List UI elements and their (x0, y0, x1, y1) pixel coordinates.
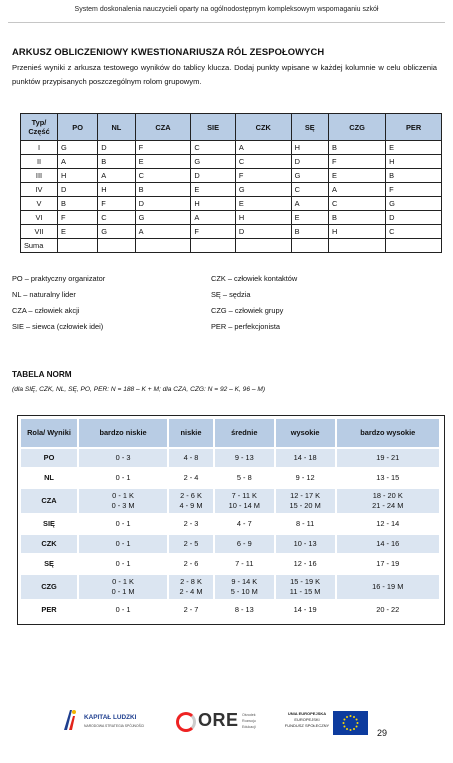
key-cell: E (191, 183, 235, 197)
key-cell: F (386, 183, 442, 197)
key-cell: H (191, 197, 235, 211)
norms-row (20, 468, 440, 488)
norms-cell: 8 - 11 (275, 514, 336, 534)
norms-cell: 16 - 19 M (336, 574, 440, 600)
key-cell: C (191, 141, 235, 155)
norms-row (20, 514, 440, 534)
legend-item: CZK – człowiek kontaktów (211, 274, 298, 283)
key-table-header-row (21, 114, 442, 141)
norms-header-very-high: bardzo wysokie (336, 418, 440, 448)
norms-row (20, 534, 440, 554)
key-cell: E (135, 155, 191, 169)
key-cell: A (98, 169, 135, 183)
key-cell: A (191, 211, 235, 225)
norms-header-high: wysokie (275, 418, 336, 448)
key-sum-cell[interactable] (58, 239, 98, 253)
key-cell: A (235, 141, 291, 155)
key-cell: D (135, 197, 191, 211)
legend-item: NL – naturalny lider (12, 290, 76, 299)
norms-cell: 19 - 21 (336, 448, 440, 468)
key-cell: B (386, 169, 442, 183)
key-sum-cell[interactable] (386, 239, 442, 253)
norms-role-label: PO (20, 448, 78, 468)
norms-cell: 0 - 1 K 0 - 1 M (78, 574, 168, 600)
key-cell: F (191, 225, 235, 239)
norms-cell: 9 - 13 (214, 448, 275, 468)
norms-row (20, 554, 440, 574)
key-sum-cell[interactable] (235, 239, 291, 253)
key-cell: E (291, 211, 328, 225)
key-cell: F (328, 155, 385, 169)
eu-star-icon (350, 729, 352, 731)
key-header-per: PER (386, 114, 442, 141)
eu-logo (283, 711, 373, 739)
key-row-label: III (21, 169, 58, 183)
section-title: ARKUSZ OBLICZENIOWY KWESTIONARIUSZA RÓL ZESPOŁOWYCH (12, 46, 325, 57)
eu-star-icon (353, 716, 355, 718)
key-header-po: PO (58, 114, 98, 141)
key-cell: A (135, 225, 191, 239)
norms-cell: 5 - 8 (214, 468, 275, 488)
norms-row (20, 600, 440, 620)
kapital-ludzki-title: KAPITAŁ LUDZKI (84, 714, 137, 721)
norms-cell: 2 - 8 K 2 - 4 M (168, 574, 214, 600)
key-cell: G (98, 225, 135, 239)
key-cell: D (235, 225, 291, 239)
key-cell: H (98, 183, 135, 197)
norms-cell: 6 - 9 (214, 534, 275, 554)
kapital-ludzki-subtitle: NARODOWA STRATEGIA SPÓJNOŚCI (84, 724, 145, 728)
key-cell: A (58, 155, 98, 169)
key-cell: F (98, 197, 135, 211)
norms-cell: 4 - 7 (214, 514, 275, 534)
key-header-czg: CZG (328, 114, 385, 141)
key-sum-cell[interactable] (98, 239, 135, 253)
eu-star-icon (356, 726, 358, 728)
kapital-ludzki-emblem-icon (62, 708, 78, 732)
kapital-ludzki-logo (62, 708, 162, 736)
norms-row (20, 448, 440, 468)
key-cell: H (291, 141, 328, 155)
norms-cell: 13 - 15 (336, 468, 440, 488)
key-table-row (21, 141, 442, 155)
norms-header-very-low: bardzo niskie (78, 418, 168, 448)
key-row-label: I (21, 141, 58, 155)
eu-star-icon (343, 719, 345, 721)
norms-cell: 7 - 11 K 10 - 14 M (214, 488, 275, 514)
ore-subtitle: Ośrodek Rozwoju Edukacji (242, 713, 256, 729)
norms-cell: 2 - 5 (168, 534, 214, 554)
norms-role-label: CZG (20, 574, 78, 600)
eu-star-icon (346, 728, 348, 730)
norms-note: (dla SIĘ, CZK, NL, SĘ, PO, PER: N = 188 – K + M; dla CZA, CZG: N = 92 – K, 96 – M) (12, 386, 266, 393)
eu-star-icon (356, 719, 358, 721)
legend-item: PER – perfekcjonista (211, 322, 281, 331)
norms-cell: 14 - 16 (336, 534, 440, 554)
norms-cell: 9 - 14 K 5 - 10 M (214, 574, 275, 600)
running-header: System doskonalenia nauczycieli oparty na ogólnodostępnym kompleksowym wspomaganiu szkół (74, 6, 379, 13)
key-sum-label: Suma (21, 239, 58, 253)
key-header-nl: NL (98, 114, 135, 141)
norms-cell: 2 - 4 (168, 468, 214, 488)
legend-left (12, 271, 105, 335)
key-table (20, 113, 442, 253)
instructions-paragraph: Przenieś wyniki z arkusza testowego wyników do tablicy klucza. Dodaj punkty wpisane w każdej kolumnie w celu obliczenia punktów przypisanych poszczególnym rolom grupowym. (12, 63, 437, 86)
norms-cell: 7 - 11 (214, 554, 275, 574)
key-cell: G (191, 155, 235, 169)
key-cell: C (135, 169, 191, 183)
key-header-se: SĘ (291, 114, 328, 141)
key-header-cza: CZA (135, 114, 191, 141)
norms-cell: 0 - 1 (78, 600, 168, 620)
eu-star-icon (350, 715, 352, 717)
key-header-typ: Typ/ Część (21, 114, 58, 141)
norms-role-label: CZK (20, 534, 78, 554)
legend-item: CZA – człowiek akcji (12, 306, 80, 315)
key-cell: B (328, 141, 385, 155)
norms-cell: 14 - 19 (275, 600, 336, 620)
key-row-label: II (21, 155, 58, 169)
page-number: 29 (377, 728, 388, 738)
key-cell: D (291, 155, 328, 169)
norms-table (19, 417, 441, 621)
norms-cell: 20 - 22 (336, 600, 440, 620)
key-cell: F (58, 211, 98, 225)
eu-star-icon (343, 722, 345, 724)
key-cell: B (135, 183, 191, 197)
key-cell: F (235, 169, 291, 183)
norms-cell: 2 - 3 (168, 514, 214, 534)
key-sum-row (21, 239, 442, 253)
key-row-label: VI (21, 211, 58, 225)
key-cell: C (328, 197, 385, 211)
norms-cell: 14 - 18 (275, 448, 336, 468)
key-cell: E (58, 225, 98, 239)
key-header-czk: CZK (235, 114, 291, 141)
key-table-row (21, 225, 442, 239)
key-cell: H (386, 155, 442, 169)
key-cell: G (235, 183, 291, 197)
norms-cell: 15 - 19 K 11 - 15 M (275, 574, 336, 600)
eu-star-icon (357, 722, 359, 724)
key-cell: C (291, 183, 328, 197)
norms-cell: 12 - 14 (336, 514, 440, 534)
norms-role-label: PER (20, 600, 78, 620)
norms-header-low: niskie (168, 418, 214, 448)
key-cell: A (291, 197, 328, 211)
key-header-sie: SIE (191, 114, 235, 141)
eu-text: UNIA EUROPEJSKA EUROPEJSKI FUNDUSZ SPOŁECZNY (284, 711, 330, 728)
key-sum-cell[interactable] (191, 239, 235, 253)
key-cell: G (386, 197, 442, 211)
norms-title: TABELA NORM (12, 370, 72, 379)
ore-circle-icon (176, 712, 196, 732)
norms-cell: 0 - 3 (78, 448, 168, 468)
key-table-row (21, 183, 442, 197)
key-cell: D (191, 169, 235, 183)
norms-cell: 10 - 13 (275, 534, 336, 554)
key-cell: C (98, 211, 135, 225)
norms-cell: 12 - 17 K 15 - 20 M (275, 488, 336, 514)
key-row-label: VII (21, 225, 58, 239)
key-cell: F (135, 141, 191, 155)
eu-star-icon (346, 716, 348, 718)
key-sum-cell[interactable] (328, 239, 385, 253)
eu-star-icon (353, 728, 355, 730)
key-cell: H (328, 225, 385, 239)
legend-item: CZG – człowiek grupy (211, 306, 284, 315)
norms-cell: 0 - 1 (78, 534, 168, 554)
key-cell: G (291, 169, 328, 183)
norms-row (20, 488, 440, 514)
norms-cell: 0 - 1 K 0 - 3 M (78, 488, 168, 514)
key-sum-cell[interactable] (291, 239, 328, 253)
norms-cell: 0 - 1 (78, 468, 168, 488)
key-table-row (21, 211, 442, 225)
norms-cell: 8 - 13 (214, 600, 275, 620)
header-divider (8, 22, 445, 23)
key-cell: A (328, 183, 385, 197)
key-cell: G (135, 211, 191, 225)
key-cell: C (386, 225, 442, 239)
legend-item: SĘ – sędzia (211, 290, 251, 299)
norms-header-average: średnie (214, 418, 275, 448)
key-sum-cell[interactable] (135, 239, 191, 253)
ore-logo (176, 710, 271, 736)
key-row-label: V (21, 197, 58, 211)
norms-cell: 4 - 8 (168, 448, 214, 468)
norms-cell: 17 - 19 (336, 554, 440, 574)
key-cell: G (58, 141, 98, 155)
key-cell: H (58, 169, 98, 183)
norms-header-row (20, 418, 440, 448)
key-cell: D (386, 211, 442, 225)
key-cell: D (58, 183, 98, 197)
key-cell: H (235, 211, 291, 225)
legend-item: SIE – siewca (człowiek idei) (12, 322, 104, 331)
ore-logo-text: ORE (198, 710, 239, 730)
norms-cell: 2 - 6 (168, 554, 214, 574)
key-table-row (21, 169, 442, 183)
key-row-label: IV (21, 183, 58, 197)
norms-cell: 0 - 1 (78, 554, 168, 574)
norms-cell: 2 - 6 K 4 - 9 M (168, 488, 214, 514)
norms-role-label: SIĘ (20, 514, 78, 534)
key-table-row (21, 197, 442, 211)
norms-header-role: Rola/ Wyniki (20, 418, 78, 448)
norms-role-label: NL (20, 468, 78, 488)
norms-cell: 18 - 20 K 21 - 24 M (336, 488, 440, 514)
key-cell: B (98, 155, 135, 169)
key-cell: E (235, 197, 291, 211)
norms-row (20, 574, 440, 600)
key-cell: B (58, 197, 98, 211)
norms-cell: 2 - 7 (168, 600, 214, 620)
key-table-row (21, 155, 442, 169)
key-cell: B (291, 225, 328, 239)
key-cell: C (235, 155, 291, 169)
norms-cell: 0 - 1 (78, 514, 168, 534)
key-cell: E (328, 169, 385, 183)
norms-role-label: SĘ (20, 554, 78, 574)
norms-cell: 9 - 12 (275, 468, 336, 488)
norms-role-label: CZA (20, 488, 78, 514)
key-cell: E (386, 141, 442, 155)
eu-flag-icon (333, 711, 368, 735)
legend-right (211, 271, 297, 335)
eu-star-icon (343, 726, 345, 728)
norms-cell: 12 - 16 (275, 554, 336, 574)
key-cell: B (328, 211, 385, 225)
legend-item: PO – praktyczny organizator (12, 274, 106, 283)
key-cell: D (98, 141, 135, 155)
